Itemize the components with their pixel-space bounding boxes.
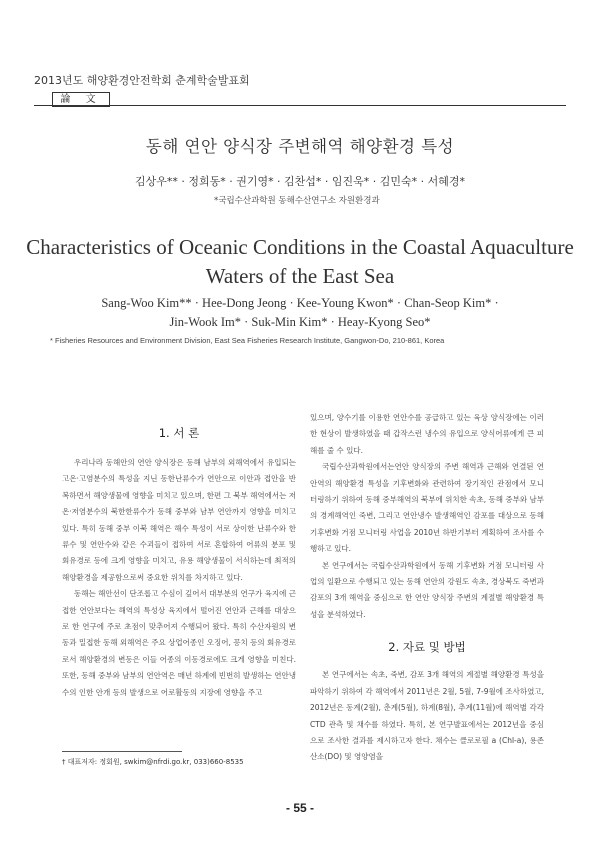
header-rule — [34, 105, 566, 106]
english-affiliation: * Fisheries Resources and Environment Division, East Sea Fisheries Research Institute, Gangwon-Do, 210-861, Korea — [50, 336, 445, 345]
page-number: - 55 - — [285, 801, 314, 815]
section-heading-introduction: 1. 서 론 — [158, 426, 200, 440]
english-title-line-2: Waters of the East Sea — [205, 264, 395, 288]
intro-paragraph-1: 우리나라 동해안의 연안 양식장은 동해 남부의 외해역에서 유입되는 고온·고염분수의 특성을 지닌 동한난류수가 연안으로 이안과 접안을 반복하면서 해양생물에 영향을 미치고 있으며, 한편 그 북부 해역에서는 저온·저염분수의 북한한류수가 동해 중부와 남부 연안까지 영향을 미치고 있다. 특히 동해 중부 이북 해역은 해수 특성이 서로 상이한 난류수와 한류수 및 연안수와 같은 수괴들이 접하여 서로 혼합하여 어류의 분포 및 회유경로 등에 크게 영향을 미치고, 유용 해양생물이 서식하는데 최적의 해양환경을 제공함으로써 중요한 위치를 차지하고 있다. — [62, 458, 296, 582]
article-type-badge: 論 文 — [52, 92, 110, 107]
intro-paragraph-3: 있으며, 양수기를 이용한 연안수를 공급하고 있는 육상 양식장에는 이러한 현상이 발생하였을 때 갑작스런 냉수의 유입으로 양식어류에게 큰 피해를 줄 수 있다. — [310, 413, 544, 455]
methods-paragraph-1: 본 연구에서는 속초, 죽변, 감포 3개 해역의 계절별 해양환경 특성을 파악하기 위하여 각 해역에서 2011년은 2월, 5월, 7-9월에 조사하였고, 2012년은 동계(2월), 춘계(5월), 하계(8월), 추계(11월)에 해역별 각각 CTD 관측 및 채수를 하였다. 특히, 본 연구발표에서는 2012년을 중심으로 조사한 결과를 제시하고자 한다. 채수는 클로로필 a (Chl-a), 용존산소(DO) 및 영양염을 — [310, 670, 544, 762]
intro-paragraph-5: 본 연구에서는 국립수산과학원에서 동해 기후변화 거점 모니터링 사업의 일환으로 수행되고 있는 동해 연안의 강원도 속초, 경상북도 죽변과 감포의 3개 해역을 중심으로 한 연안 양식장 주변의 계절별 해양환경 특성을 분석하였다. — [310, 560, 544, 619]
footnote: † 대표저자: 정회원, swkim@nfrdi.go.kr, 033)660-8535 — [62, 758, 244, 766]
conference-header: 2013년도 해양환경안전학회 춘계학술발표회 — [34, 74, 250, 87]
left-column — [62, 425, 296, 701]
korean-authors: 김상우** · 정희동* · 권기영* · 김찬섭* · 임진욱* · 김민숙* · 서혜경* — [134, 175, 466, 188]
english-authors-line-2: Jin-Wook Im* · Suk-Min Kim* · Heay-Kyong Seo* — [169, 315, 431, 329]
section-heading-methods: 2. 자료 및 방법 — [388, 640, 466, 655]
korean-title: 동해 연안 양식장 주변해역 해양환경 특성 — [145, 137, 455, 156]
right-column — [310, 410, 544, 766]
korean-affiliation: *국립수산과학원 동해수산연구소 자원환경과 — [214, 196, 380, 206]
footnote-rule — [62, 751, 182, 752]
english-authors-line-1: Sang-Woo Kim** · Hee-Dong Jeong · Kee-Young Kwon* · Chan-Seop Kim* · — [101, 296, 499, 310]
intro-paragraph-4: 국립수산과학원에서는연안 양식장의 주변 해역과 근해와 연결된 연안역의 해양환경 특성을 기후변화와 관련하여 장기적인 관점에서 모니터링하기 위하여 동해 중부해역의 북부에 위치한 속초, 동해 중부와 남부의 경계해역인 죽변, 그리고 연안냉수 발생해역인 감포를 대상으로 동해 기후변화 거점 모니터링 사업을 2010년 하반기부터 계획하여 조사를 수행하고 있다. — [310, 462, 544, 554]
intro-paragraph-2: 동해는 해안선이 단조롭고 수심이 깊어서 대부분의 연구가 육지에 근접한 연안보다는 해역의 특성상 육지에서 떨어진 연안과 근해를 대상으로 한 연구에 주로 초점이 맞추어져 수행되어 왔다. 특히 수산자원의 변동과 밀접한 동해 외해역은 주요 상업어종인 오징어, 꽁치 등의 회유경로로서 해양환경의 변동은 이들 어종의 이동경로에도 크게 영향을 미친다. 또한, 동해 중부와 남부의 연안역은 매년 하계에 빈번히 발생하는 연안냉수의 인한 안개 등의 발생으로 어로활동의 지장에 영향을 주고 — [62, 589, 296, 697]
english-title-line-1: Characteristics of Oceanic Conditions in the Coastal Aquaculture — [26, 235, 574, 259]
